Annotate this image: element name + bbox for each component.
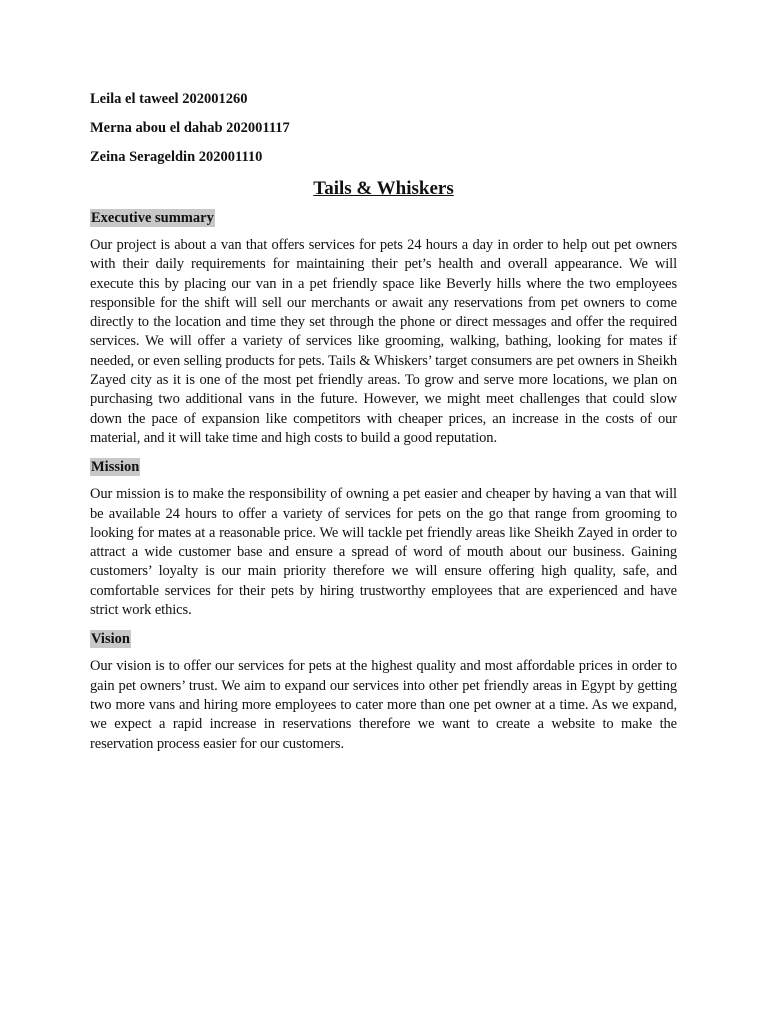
section-body-vision: Our vision is to offer our services for pets at the highest quality and most affordable prices in order to gain pet owners’ trust. We aim to expand our services into other pet friendly areas in Egypt by getting two more vans and hiring more employees to cater more than one pet owner at a time. As we expand, we expect a rapid increase in reservations therefore we want to create a website to make the reservation process easier for our customers. [90,658,677,752]
section-heading-container [90,630,677,648]
author-line: Merna abou el dahab 202001117 [90,120,290,136]
section-heading-container [90,209,677,227]
author-line: Leila el taweel 202001260 [90,91,248,107]
section-heading-vision: Vision [91,631,130,648]
section-body-executive-summary: Our project is about a van that offers services for pets 24 hours a day in order to help out pet owners with their daily requirements for maintaining their pet’s health and overall appearance. We will execute this by placing our van in a pet friendly space like Beverly hills where the two employees responsible for the shift will sell our merchants or await any reservations from pet owners to come directly to the location and time they set through the phone or direct messages and offer the required services. We will offer a variety of services like grooming, walking, bathing, looking for mates if needed, or even selling products for pets. Tails & Whiskers’ target consumers are pet owners in Sheikh Zayed city as it is one of the most pet friendly areas. To grow and serve more locations, we plan on purchasing two additional vans in the future. However, we might meet challenges that could slow down the pace of expansion like competitors with cheaper prices, an increase in the costs of our material, and it will take time and high costs to build a good reputation. [90,237,677,446]
document-title: Tails & Whiskers [313,178,454,199]
section-heading-container [90,458,677,476]
section-body-mission: Our mission is to make the responsibility of owning a pet easier and cheaper by having a van that will be available 24 hours to offer a variety of services for pets on the go that range from grooming to looking for mates at a reasonable price. We will tackle pet friendly areas like Sheikh Zayed in order to attract a wide customer base and ensure a spread of word of mouth about our business. Gaining customers’ loyalty is our main priority therefore we will ensure offering high quality, safe, and comfortable services for their pets by hiring trustworthy employees that are experienced and have strict work ethics. [90,486,677,619]
author-line: Zeina Serageldin 202001110 [90,149,263,165]
document-page [90,90,677,764]
section-heading-mission: Mission [91,459,140,476]
section-heading-executive-summary: Executive summary [91,210,214,226]
